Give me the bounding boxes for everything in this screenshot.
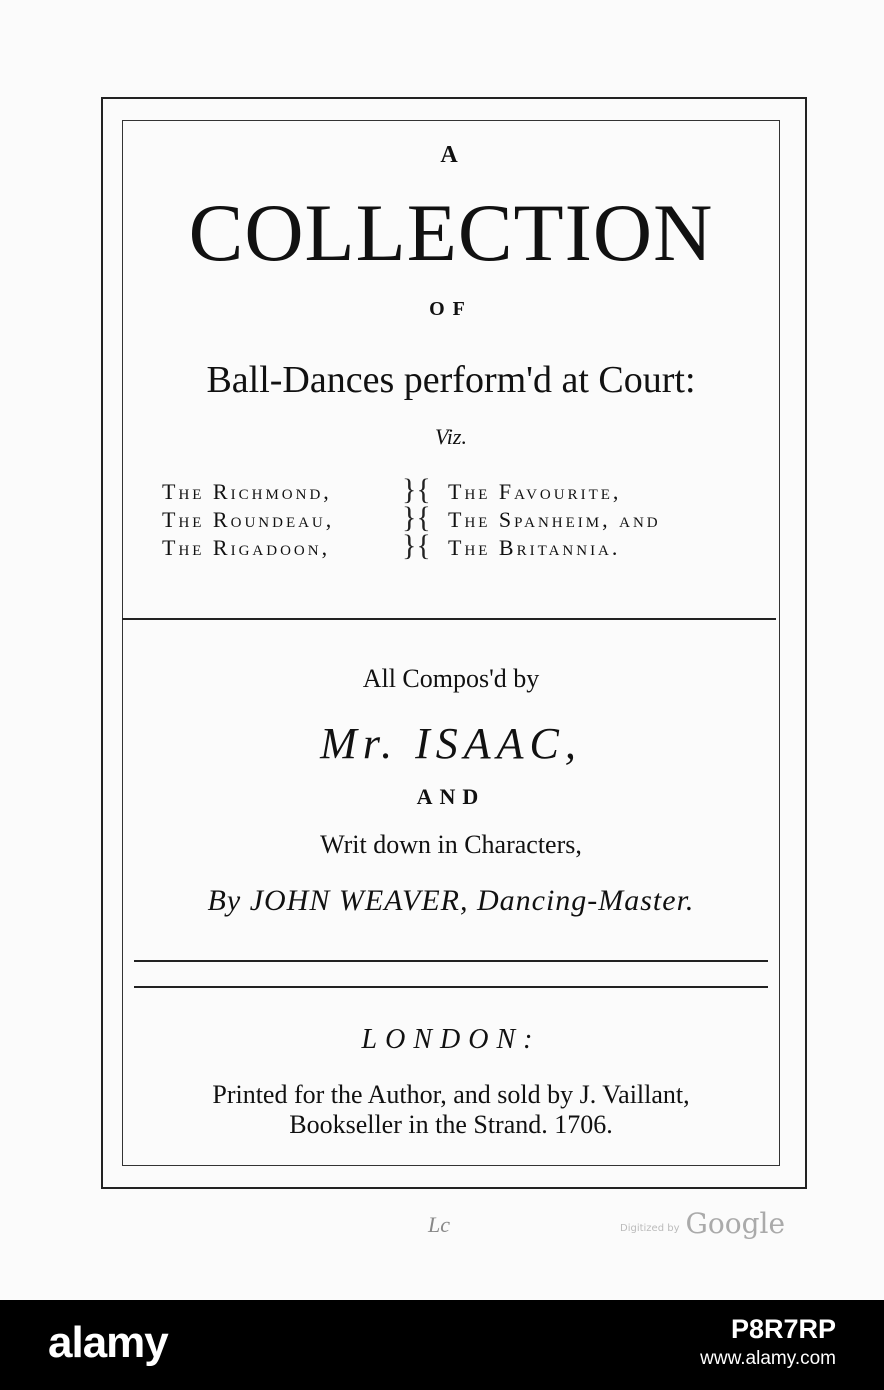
library-stamp: Lc	[428, 1212, 450, 1237]
google-logo: Google	[685, 1207, 786, 1240]
dance-item: The Richmond,	[162, 479, 332, 504]
imprint-line-2: Bookseller in the Strand. 1706.	[289, 1110, 613, 1139]
and-line: AND	[416, 784, 486, 809]
dance-list-left	[162, 478, 334, 562]
composed-line: All Compos'd by	[362, 664, 540, 693]
divider-rule	[122, 618, 776, 620]
subtitle: Ball-Dances perform'd at Court:	[206, 359, 696, 401]
image-id-block	[700, 1314, 836, 1374]
title-of: OF	[429, 298, 473, 320]
imprint-line-1: Printed for the Author, and sold by J. Vaillant,	[212, 1080, 690, 1109]
composer-name: Mr. ISAAC,	[320, 719, 582, 768]
london-line: LONDON:	[361, 1024, 541, 1055]
dance-list-right	[448, 478, 661, 562]
title-collection: COLLECTION	[188, 187, 714, 278]
divider-rule	[134, 986, 768, 988]
google-watermark	[620, 1207, 785, 1240]
dance-item: The Britannia.	[448, 535, 621, 560]
stock-footer-bar	[0, 1300, 884, 1390]
viz-label: Viz.	[435, 424, 467, 449]
dance-item: The Favourite,	[448, 479, 622, 504]
brace-ornament: }{ }{ }{	[402, 473, 431, 562]
image-id: P8R7RP	[730, 1314, 836, 1344]
dance-item: The Spanheim, and	[448, 507, 661, 532]
author-line: By JOHN WEAVER, Dancing-Master.	[207, 884, 695, 917]
alamy-logo: alamy	[48, 1318, 168, 1367]
site-url: www.alamy.com	[700, 1348, 836, 1369]
dance-item: The Rigadoon,	[162, 535, 331, 560]
dance-item: The Roundeau,	[162, 507, 335, 532]
writ-line: Writ down in Characters,	[320, 830, 582, 859]
divider-rule	[134, 960, 768, 962]
digitized-label: Digitized by	[620, 1223, 680, 1234]
title-a: A	[440, 142, 462, 168]
